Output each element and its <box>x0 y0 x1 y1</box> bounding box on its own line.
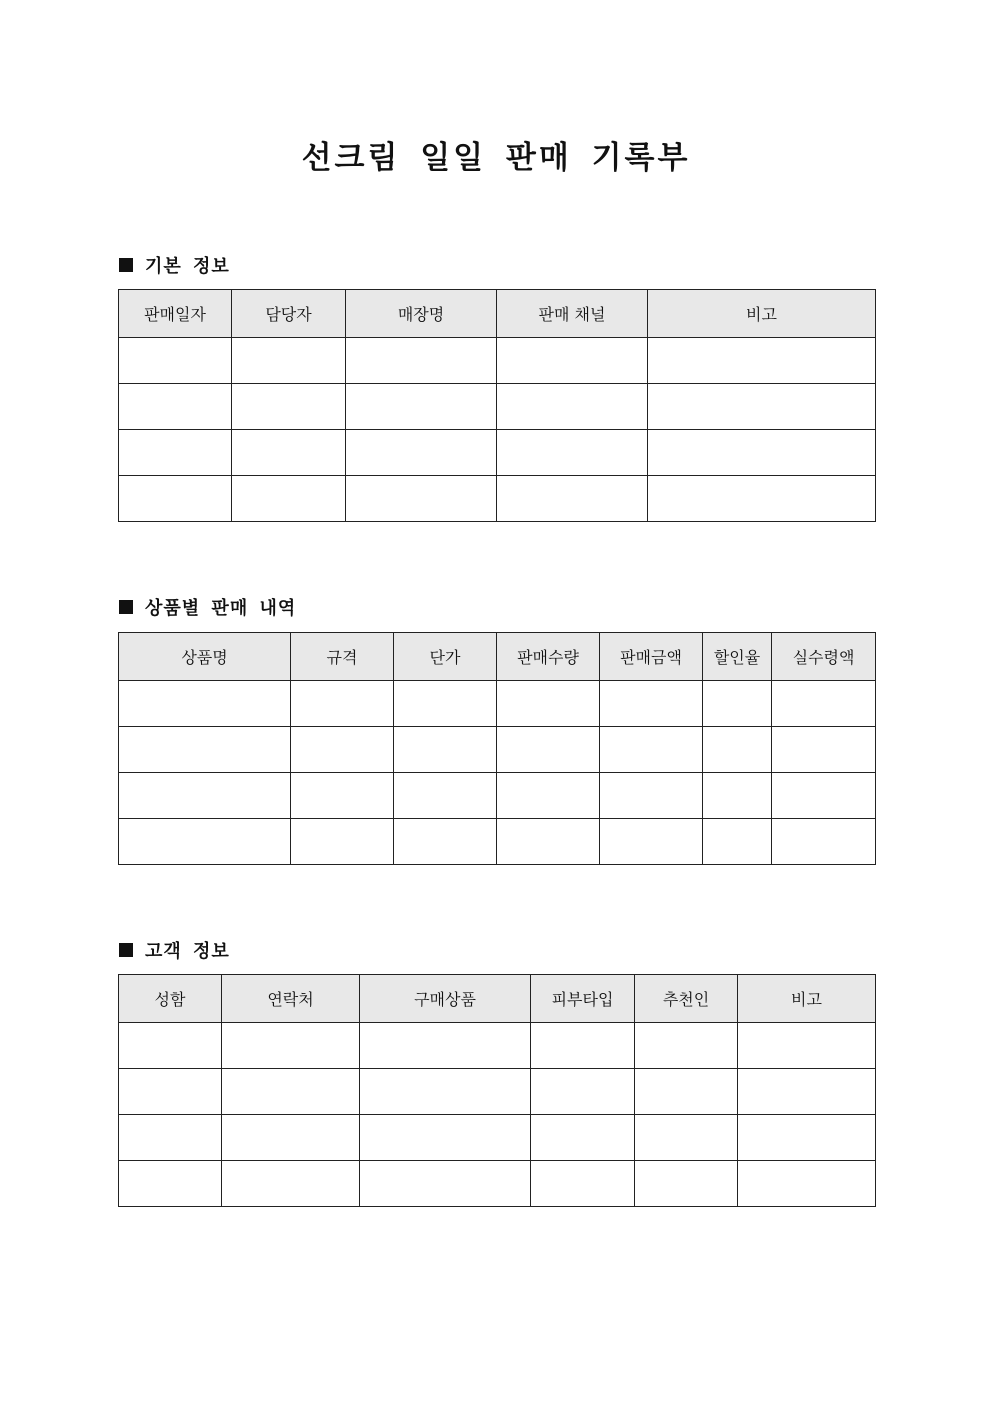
table-cell[interactable] <box>531 1069 635 1115</box>
table-cell[interactable] <box>635 1161 738 1207</box>
section-heading-product-sales <box>119 594 296 620</box>
table-cell[interactable] <box>232 384 346 430</box>
table-cell[interactable] <box>772 773 876 819</box>
table-cell[interactable] <box>738 1023 876 1069</box>
table-cell[interactable] <box>119 1069 222 1115</box>
table-cell[interactable] <box>360 1115 531 1161</box>
table-cell[interactable] <box>222 1161 360 1207</box>
table-cell[interactable] <box>703 773 772 819</box>
table-cell[interactable] <box>346 430 497 476</box>
table-cell[interactable] <box>222 1069 360 1115</box>
table-cell[interactable] <box>291 819 394 865</box>
table-cell[interactable] <box>394 819 497 865</box>
table-header-row <box>119 975 876 1023</box>
column-header: 추천인 <box>635 975 738 1023</box>
table-cell[interactable] <box>648 430 876 476</box>
column-header: 단가 <box>394 633 497 681</box>
table-cell[interactable] <box>497 819 600 865</box>
table-cell[interactable] <box>772 727 876 773</box>
table-cell[interactable] <box>738 1161 876 1207</box>
column-header: 매장명 <box>346 290 497 338</box>
table-header-row <box>119 290 876 338</box>
table-row <box>119 681 876 727</box>
column-header: 할인율 <box>703 633 772 681</box>
table-cell[interactable] <box>119 1115 222 1161</box>
table-cell[interactable] <box>600 819 703 865</box>
table-cell[interactable] <box>497 681 600 727</box>
table-cell[interactable] <box>394 681 497 727</box>
table-cell[interactable] <box>600 727 703 773</box>
table-row <box>119 727 876 773</box>
table-row <box>119 819 876 865</box>
table-cell[interactable] <box>703 819 772 865</box>
section-heading-basic-info <box>119 252 230 278</box>
table-cell[interactable] <box>360 1069 531 1115</box>
table-cell[interactable] <box>119 819 291 865</box>
column-header: 실수령액 <box>772 633 876 681</box>
table-cell[interactable] <box>497 338 648 384</box>
table-cell[interactable] <box>119 430 232 476</box>
table-row <box>119 476 876 522</box>
column-header: 피부타입 <box>531 975 635 1023</box>
table-cell[interactable] <box>360 1023 531 1069</box>
column-header: 성함 <box>119 975 222 1023</box>
table-cell[interactable] <box>703 681 772 727</box>
column-header: 연락처 <box>222 975 360 1023</box>
table-cell[interactable] <box>635 1023 738 1069</box>
table-cell[interactable] <box>531 1161 635 1207</box>
table-cell[interactable] <box>648 476 876 522</box>
product-sales-table <box>118 632 876 865</box>
table-cell[interactable] <box>394 773 497 819</box>
table-cell[interactable] <box>497 430 648 476</box>
table-cell[interactable] <box>346 338 497 384</box>
basic-info-table <box>118 289 876 522</box>
table-cell[interactable] <box>222 1115 360 1161</box>
table-cell[interactable] <box>291 681 394 727</box>
square-bullet-icon <box>119 600 133 614</box>
table-row <box>119 430 876 476</box>
table-cell[interactable] <box>394 727 497 773</box>
table-cell[interactable] <box>738 1069 876 1115</box>
column-header: 비고 <box>648 290 876 338</box>
column-header: 판매수량 <box>497 633 600 681</box>
table-cell[interactable] <box>648 338 876 384</box>
column-header: 판매금액 <box>600 633 703 681</box>
table-cell[interactable] <box>222 1023 360 1069</box>
table-cell[interactable] <box>232 476 346 522</box>
square-bullet-icon <box>119 943 133 957</box>
table-cell[interactable] <box>119 476 232 522</box>
table-row <box>119 1115 876 1161</box>
section-heading-label: 기본 정보 <box>145 256 230 277</box>
table-row <box>119 1069 876 1115</box>
table-cell[interactable] <box>772 681 876 727</box>
table-cell[interactable] <box>531 1115 635 1161</box>
table-row <box>119 338 876 384</box>
table-cell[interactable] <box>635 1069 738 1115</box>
table-cell[interactable] <box>346 384 497 430</box>
table-cell[interactable] <box>360 1161 531 1207</box>
table-row <box>119 773 876 819</box>
table-cell[interactable] <box>119 681 291 727</box>
document-title: 선크림 일일 판매 기록부 <box>301 140 691 176</box>
table-cell[interactable] <box>497 384 648 430</box>
table-row <box>119 384 876 430</box>
table-cell[interactable] <box>119 1161 222 1207</box>
column-header: 규격 <box>291 633 394 681</box>
table-cell[interactable] <box>648 384 876 430</box>
table-cell[interactable] <box>291 773 394 819</box>
table-row <box>119 1023 876 1069</box>
table-cell[interactable] <box>119 384 232 430</box>
table-cell[interactable] <box>232 430 346 476</box>
section-heading-label: 상품별 판매 내역 <box>145 598 297 619</box>
table-cell[interactable] <box>119 727 291 773</box>
section-heading-label: 고객 정보 <box>145 941 230 962</box>
table-header-row <box>119 633 876 681</box>
table-cell[interactable] <box>497 773 600 819</box>
column-header: 담당자 <box>232 290 346 338</box>
table-cell[interactable] <box>119 1023 222 1069</box>
table-cell[interactable] <box>346 476 497 522</box>
table-cell[interactable] <box>738 1115 876 1161</box>
table-cell[interactable] <box>497 476 648 522</box>
table-cell[interactable] <box>600 773 703 819</box>
table-cell[interactable] <box>600 681 703 727</box>
square-bullet-icon <box>119 258 133 272</box>
section-heading-customer-info <box>119 937 230 963</box>
table-cell[interactable] <box>497 727 600 773</box>
column-header: 구매상품 <box>360 975 531 1023</box>
table-cell[interactable] <box>772 819 876 865</box>
table-cell[interactable] <box>635 1115 738 1161</box>
column-header: 비고 <box>738 975 876 1023</box>
table-cell[interactable] <box>531 1023 635 1069</box>
column-header: 상품명 <box>119 633 291 681</box>
customer-info-table <box>118 974 876 1207</box>
table-cell[interactable] <box>703 727 772 773</box>
column-header: 판매 채널 <box>497 290 648 338</box>
table-row <box>119 1161 876 1207</box>
table-cell[interactable] <box>119 338 232 384</box>
table-cell[interactable] <box>232 338 346 384</box>
column-header: 판매일자 <box>119 290 232 338</box>
table-cell[interactable] <box>291 727 394 773</box>
table-cell[interactable] <box>119 773 291 819</box>
